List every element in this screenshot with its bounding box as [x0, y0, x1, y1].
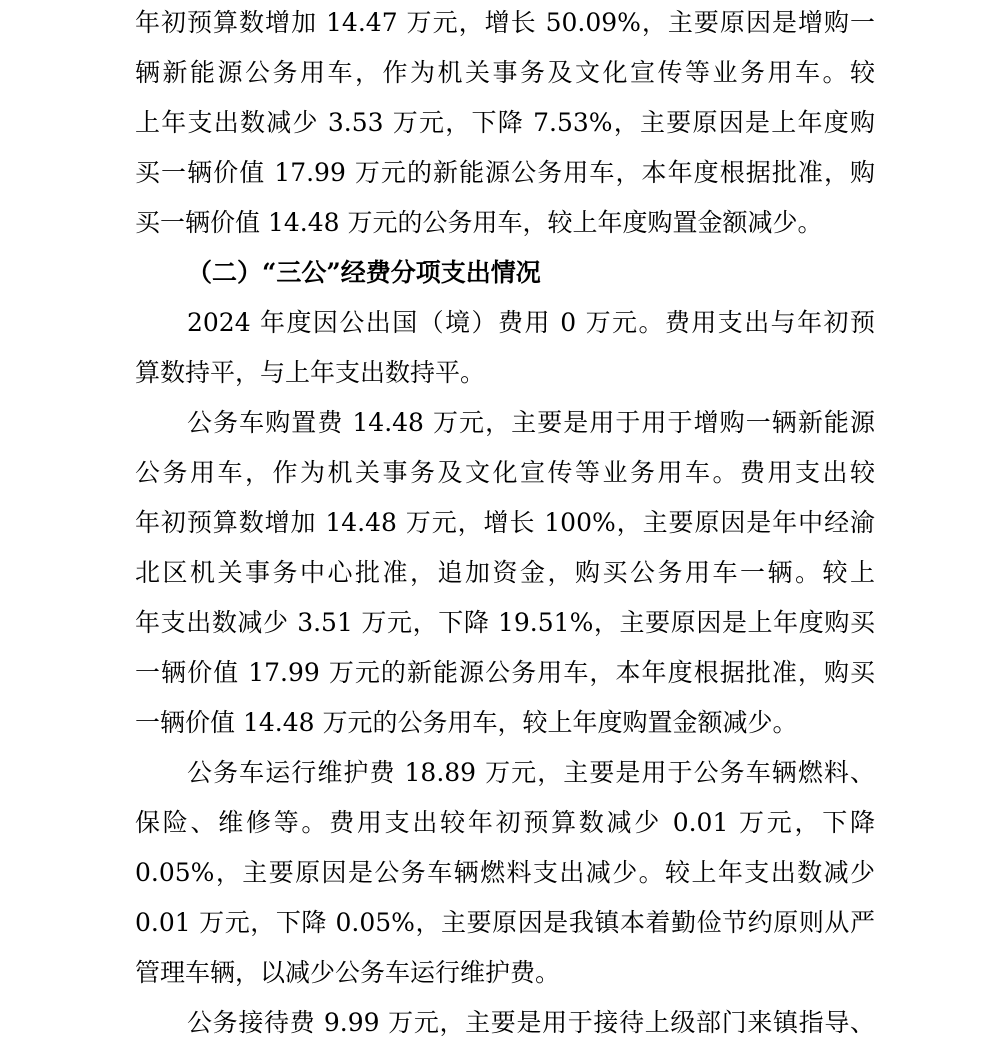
paragraph-line: 北区机关事务中心批准，追加资金，购买公务用车一辆。较上 — [135, 558, 875, 587]
paragraph-line: 年支出数减少 3.51 万元，下降 19.51%，主要原因是上年度购买 — [135, 608, 875, 637]
paragraph-line: 2024 年度因公出国（境）费用 0 万元。费用支出与年初预 — [187, 308, 875, 337]
section-heading: （二）“三公”经费分项支出情况 — [187, 258, 541, 287]
paragraph-line: 一辆价值 14.48 万元的公务用车，较上年度购置金额减少。 — [135, 708, 798, 737]
paragraph-line: 年初预算数增加 14.48 万元，增长 100%，主要原因是年中经渝 — [135, 508, 875, 537]
paragraph-line: 上年支出数减少 3.53 万元，下降 7.53%，主要原因是上年度购 — [135, 108, 875, 137]
paragraph-line: 0.05%，主要原因是公务车辆燃料支出减少。较上年支出数减少 — [135, 858, 875, 887]
paragraph-line: 保险、维修等。费用支出较年初预算数减少 0.01 万元，下降 — [135, 808, 875, 837]
paragraph-line: 买一辆价值 17.99 万元的新能源公务用车，本年度根据批准，购 — [135, 158, 875, 187]
paragraph-line: 公务车运行维护费 18.89 万元，主要是用于公务车辆燃料、 — [187, 758, 875, 787]
paragraph-line: 辆新能源公务用车，作为机关事务及文化宣传等业务用车。较 — [135, 58, 875, 87]
paragraph-line: 买一辆价值 14.48 万元的公务用车，较上年度购置金额减少。 — [135, 208, 823, 237]
paragraph-line: 算数持平，与上年支出数持平。 — [135, 358, 486, 387]
paragraph-line: 公务接待费 9.99 万元，主要是用于接待上级部门来镇指导、 — [187, 1008, 875, 1037]
paragraph-line: 0.01 万元，下降 0.05%，主要原因是我镇本着勤俭节约原则从严 — [135, 908, 875, 937]
paragraph-line: 公务车购置费 14.48 万元，主要是用于用于增购一辆新能源 — [187, 408, 875, 437]
paragraph-line: 一辆价值 17.99 万元的新能源公务用车，本年度根据批准，购买 — [135, 658, 875, 687]
paragraph-line: 年初预算数增加 14.47 万元，增长 50.09%，主要原因是增购一 — [135, 8, 875, 37]
paragraph-line: 公务用车，作为机关事务及文化宣传等业务用车。费用支出较 — [135, 458, 875, 487]
paragraph-line: 管理车辆，以减少公务车运行维护费。 — [135, 958, 561, 987]
